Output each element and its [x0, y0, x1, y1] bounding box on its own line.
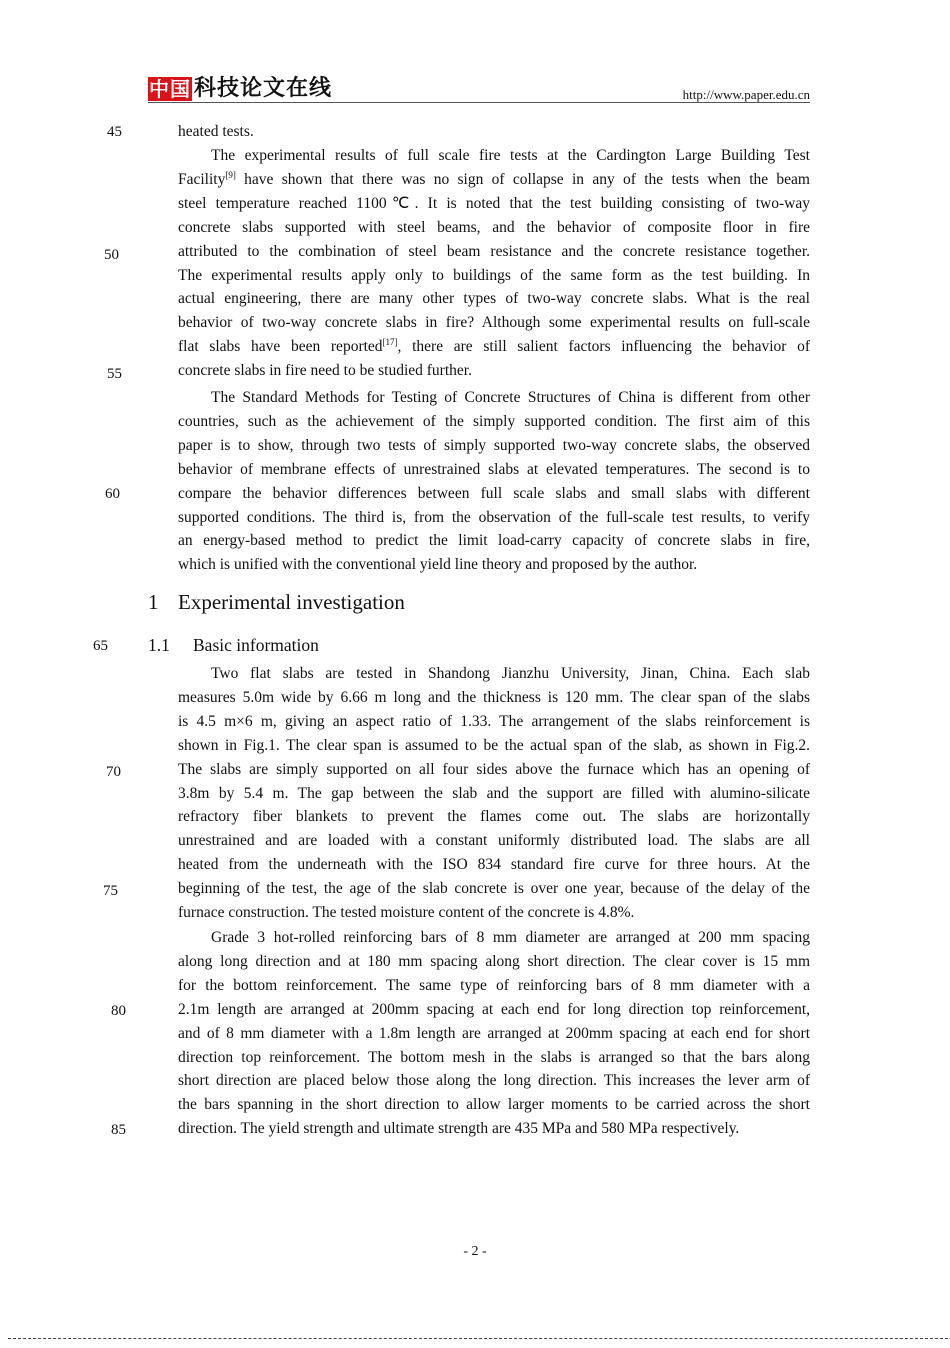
text-line: heated from the underneath with the ISO 834 standard fire curve for three hours. At the	[178, 856, 810, 874]
text-line: an energy-based method to predict the limit load-carry capacity of concrete slabs in fire,	[178, 532, 810, 550]
text-line: direction. The yield strength and ultimate strength are 435 MPa and 580 MPa respectively.	[178, 1120, 740, 1138]
line-number: 65	[93, 638, 108, 654]
text-line: The Standard Methods for Testing of Concrete Structures of China is different from other	[211, 389, 810, 406]
subsection-heading	[148, 633, 319, 657]
text-span: have shown that there was no sign of collapse in any of the tests when the beam	[235, 170, 810, 188]
text-line: The experimental results of full scale fire tests at the Cardington Large Building Test	[211, 147, 810, 164]
text-line	[178, 168, 810, 192]
text-line: attributed to the combination of steel beam resistance and the concrete resistance together.	[178, 242, 810, 260]
text-line: for the bottom reinforcement. The same type of reinforcing bars of 8 mm diameter with a	[178, 976, 810, 994]
line-number: 80	[111, 1003, 126, 1019]
text-line: behavior of membrane effects of unrestrained slabs at elevated temperatures. The second is to	[178, 460, 810, 478]
text-line: is 4.5 m×6 m, giving an aspect ratio of 1.33. The arrangement of the slabs reinforcement is	[178, 712, 810, 730]
line-number: 45	[107, 124, 122, 140]
text-line: unrestrained and are loaded with a constant uniformly distributed load. The slabs are all	[178, 832, 810, 850]
page-header	[148, 74, 810, 104]
section-number: 1	[148, 590, 159, 614]
text-line: along long direction and at 180 mm spacing along short direction. The clear cover is 15 mm	[178, 952, 810, 970]
line-number: 75	[103, 883, 118, 899]
page-number: - 2 -	[463, 1244, 487, 1259]
text-span: , there are still salient factors influencing the behavior of	[397, 338, 811, 356]
text-line: measures 5.0m wide by 6.66 m long and the thickness is 120 mm. The clear span of the slabs	[178, 688, 810, 706]
line-number: 55	[107, 366, 122, 382]
header-divider	[148, 102, 810, 103]
text-line: short direction are placed below those along the long direction. This increases the lever arm of	[178, 1072, 810, 1090]
text-line: refractory fiber blankets to prevent the flames come out. The slabs are horizontally	[178, 808, 810, 826]
citation-ref[interactable]: [9]	[225, 169, 236, 180]
text-line: supported conditions. The third is, from the observation of the full-scale test results, to verify	[178, 508, 810, 526]
text-span: flat slabs have been reported	[178, 338, 383, 356]
text-line: which is unified with the conventional yield line theory and proposed by the author.	[178, 556, 698, 574]
header-url[interactable]: http://www.paper.edu.cn	[682, 87, 810, 102]
site-logo	[148, 76, 332, 102]
text-line: the bars spanning in the short direction to allow larger moments to be carried across the short	[178, 1096, 810, 1114]
text-line: 2.1m length are arranged at 200mm spacing at each end for long direction top reinforcement,	[178, 1000, 810, 1018]
text-line: behavior of two-way concrete slabs in fire? Although some experimental results on full-scale	[178, 314, 810, 332]
text-line: shown in Fig.1. The clear span is assumed to be the actual span of the slab, as shown in Fig.2.	[178, 736, 810, 754]
section-title: Experimental investigation	[178, 590, 405, 614]
text-span: Facility	[178, 170, 226, 188]
subsection-title: Basic information	[193, 635, 319, 655]
text-line: and of 8 mm diameter with a 1.8m length are arranged at 200mm spacing at each end for short	[178, 1024, 810, 1042]
line-number: 70	[106, 764, 121, 780]
text-line: countries, such as the achievement of the simply supported condition. The first aim of this	[178, 412, 810, 430]
footer-divider	[8, 1338, 948, 1339]
text-line: direction top reinforcement. The bottom mesh in the slabs is arranged so that the bars along	[178, 1048, 810, 1066]
text-line	[178, 335, 810, 359]
text-line: 3.8m by 5.4 m. The gap between the slab and the support are filled with alumino-silicate	[178, 784, 810, 802]
text-line: The slabs are simply supported on all four sides above the furnace which has an opening of	[178, 760, 810, 778]
text-line: heated tests.	[178, 123, 254, 140]
logo-red-text: 中国	[149, 77, 191, 101]
text-line: steel temperature reached 1100℃. It is noted that the test building consisting of two-way	[178, 194, 810, 212]
line-number: 85	[111, 1122, 126, 1138]
text-line: paper is to show, through two tests of simply supported two-way concrete slabs, the observed	[178, 436, 810, 454]
text-line: The experimental results apply only to buildings of the same form as the test building. In	[178, 266, 810, 284]
subsection-number: 1.1	[148, 635, 170, 655]
text-line: actual engineering, there are many other types of two-way concrete slabs. What is the real	[178, 290, 810, 308]
line-number: 50	[104, 247, 119, 263]
line-number: 60	[105, 486, 120, 502]
text-line: beginning of the test, the age of the slab concrete is over one year, because of the delay of the	[178, 880, 810, 898]
text-line: concrete slabs supported with steel beams, and the behavior of composite floor in fire	[178, 218, 810, 236]
citation-ref[interactable]: [17]	[382, 337, 398, 348]
logo-black-text: 科技论文在线	[194, 76, 333, 101]
text-line: compare the behavior differences between full scale slabs and small slabs with different	[178, 484, 810, 502]
text-line: concrete slabs in fire need to be studied further.	[178, 362, 472, 380]
text-line: Two flat slabs are tested in Shandong Jianzhu University, Jinan, China. Each slab	[211, 665, 810, 682]
text-line: furnace construction. The tested moisture content of the concrete is 4.8%.	[178, 904, 635, 921]
section-heading	[148, 588, 405, 616]
text-line: Grade 3 hot-rolled reinforcing bars of 8 mm diameter are arranged at 200 mm spacing	[211, 929, 810, 946]
